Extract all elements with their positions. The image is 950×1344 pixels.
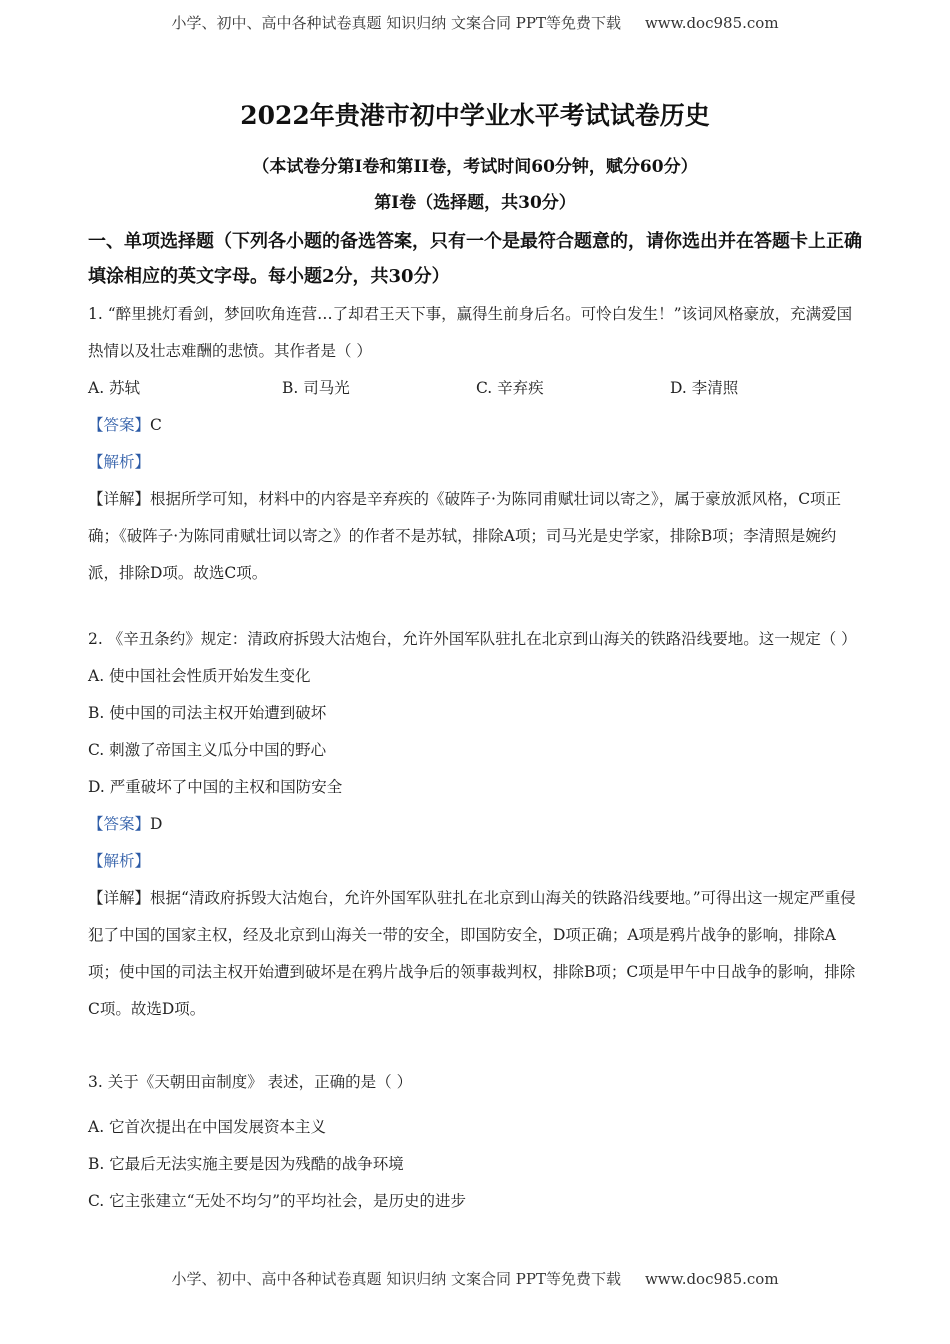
answer-label: 【答案】 — [88, 416, 151, 434]
detail-text: 根据“清政府拆毁大沽炮台，允许外国军队驻扎在北京到山海关的铁路沿线要地。”可得出这一规定严重侵犯了中国的国家主权，经及北京到山海关一带的安全，即国防安全，D项正确；A项是鸦片战争的影响，排除A项；使中国的司法主权开始遭到破坏是在鸦片战争后的领事裁判权，排除B项；C项是甲午中日战争的影响，排除C项。故选D项。 — [88, 889, 856, 1018]
option-a: A. 使中国社会性质开始发生变化 — [88, 667, 311, 685]
footer-link[interactable]: www.doc985.com — [644, 1270, 779, 1288]
question-stem: 1. “醉里挑灯看剑，梦回吹角连营…了却君王天下事，赢得生前身后名。可怜白发生！”该词风格豪放，充满爱国热情以及壮志难酬的悲愤。其作者是（ ） — [88, 305, 853, 360]
option-c: C. 它主张建立“无处不均匀”的平均社会，是历史的进步 — [88, 1192, 467, 1210]
analysis-label: 【解析】 — [88, 453, 151, 471]
analysis-line — [88, 843, 863, 880]
analysis-label: 【解析】 — [88, 852, 151, 870]
detail-paragraph — [88, 880, 863, 1028]
part-title: 第I卷（选择题，共30分） — [374, 193, 576, 213]
header-link[interactable]: www.doc985.com — [644, 14, 779, 32]
document-subtitle: （本试卷分第I卷和第II卷，考试时间60分钟，赋分60分） — [252, 157, 698, 177]
section-heading: 一、单项选择题（下列各小题的备选答案，只有一个是最符合题意的，请你选出并在答题卡上正确填涂相应的英文字母。每小题2分，共30分） — [88, 231, 862, 287]
detail-text: 根据所学可知，材料中的内容是辛弃疾的《破阵子·为陈同甫赋壮词以寄之》，属于豪放派风格，C项正确；《破阵子·为陈同甫赋壮词以寄之》的作者不是苏轼，排除A项；司马光是史学家，排除B项；李清照是婉约派，排除D项。故选C项。 — [88, 490, 842, 582]
option-a: A. 它首次提出在中国发展资本主义 — [88, 1118, 327, 1136]
question-3 — [88, 1064, 863, 1220]
option-c: C. 辛弃疾 — [476, 379, 544, 397]
options-row — [88, 370, 863, 407]
question-2 — [88, 621, 863, 1028]
option-d: D. 严重破坏了中国的主权和国防安全 — [88, 778, 343, 796]
detail-label: 【详解】 — [88, 889, 151, 907]
answer-line — [88, 407, 863, 444]
footer-text: 小学、初中、高中各种试卷真题 知识归纳 文案合同 PPT等免费下载 — [171, 1270, 621, 1288]
option-b: B. 使中国的司法主权开始遭到破坏 — [88, 704, 327, 722]
analysis-line — [88, 444, 863, 481]
question-stem: 3. 关于《天朝田亩制度》 表述，正确的是（ ） — [88, 1073, 413, 1091]
answer-label: 【答案】 — [88, 815, 151, 833]
question-1 — [88, 296, 863, 592]
question-stem: 2. 《辛丑条约》规定：清政府拆毁大沽炮台，允许外国军队驻扎在北京到山海关的铁路沿线要地。这一规定（ ） — [88, 630, 857, 648]
option-b: B. 它最后无法实施主要是因为残酷的战争环境 — [88, 1155, 404, 1173]
answer-line — [88, 806, 863, 843]
page-header — [0, 12, 950, 33]
option-d: D. 李清照 — [670, 379, 739, 397]
option-b: B. 司马光 — [282, 379, 350, 397]
page-footer — [0, 1268, 950, 1289]
header-text: 小学、初中、高中各种试卷真题 知识归纳 文案合同 PPT等免费下载 — [171, 14, 621, 32]
option-a: A. 苏轼 — [88, 379, 141, 397]
detail-paragraph — [88, 481, 863, 592]
document-title: 2022年贵港市初中学业水平考试试卷历史 — [240, 101, 710, 130]
answer-value: C — [150, 416, 162, 434]
detail-label: 【详解】 — [88, 490, 151, 508]
answer-value: D — [150, 815, 163, 833]
option-c: C. 刺激了帝国主义瓜分中国的野心 — [88, 741, 327, 759]
